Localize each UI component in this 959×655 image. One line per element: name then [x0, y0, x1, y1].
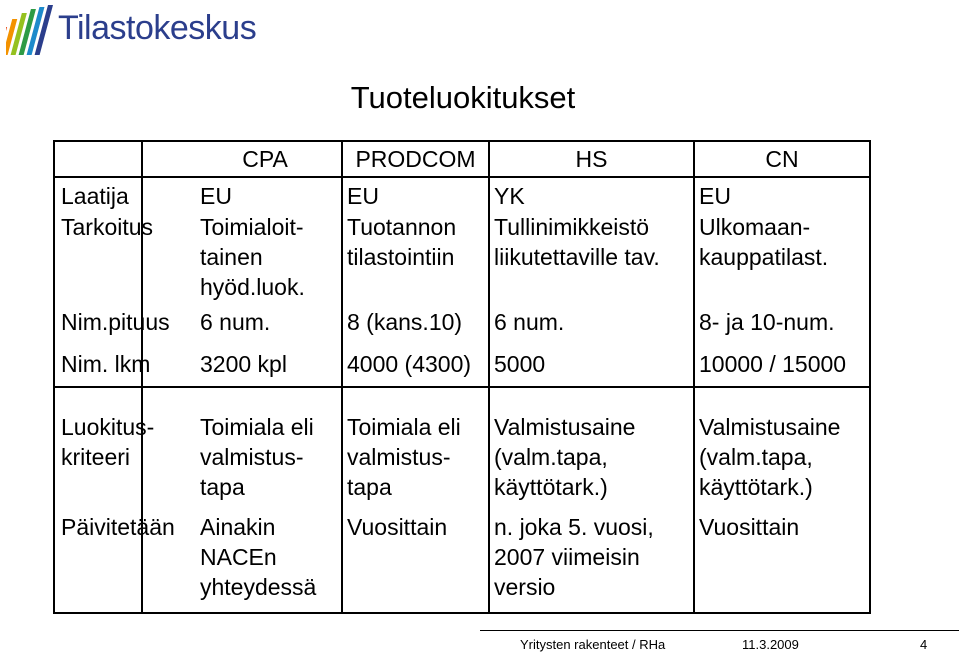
- table-cell: 8 (kans.10): [347, 309, 463, 335]
- table-cell: Toimialoit- tainen hyöd.luok.: [200, 214, 305, 300]
- tilastokeskus-logo-icon: [6, 5, 54, 57]
- table-cell: Vuosittain: [347, 514, 448, 540]
- column-header-cpa: CPA: [242, 146, 288, 172]
- table-cell: 5000: [494, 351, 546, 377]
- slide-footer: [480, 630, 959, 655]
- row-label-nim-lkm: Nim. lkm: [61, 351, 151, 377]
- table-cell: 4000 (4300): [347, 351, 472, 377]
- column-header-prodcom: PRODCOM: [355, 146, 476, 172]
- column-header-hs: HS: [575, 146, 608, 172]
- table-cell: 6 num.: [200, 309, 271, 335]
- logo-text: Tilastokeskus: [58, 9, 257, 47]
- column-header-cn: CN: [765, 146, 799, 172]
- header-divider: [55, 176, 869, 178]
- footer-presentation-title: Yritysten rakenteet / RHa: [520, 637, 666, 652]
- table-cell: Tullinimikkeistö liikutettaville tav.: [494, 214, 660, 270]
- table-cell: Ulkomaan- kauppatilast.: [699, 214, 829, 270]
- row-label-luokituskriteeri: Luokitus- kriteeri: [61, 414, 155, 470]
- table-cell: EU: [699, 183, 731, 209]
- row-divider: [55, 386, 869, 388]
- table-cell: EU: [200, 183, 232, 209]
- table-cell: Toimiala eli valmistus- tapa: [200, 414, 314, 500]
- table-cell: n. joka 5. vuosi, 2007 viimeisin versio: [494, 514, 654, 600]
- table-cell: Toimiala eli valmistus- tapa: [347, 414, 461, 500]
- classification-table: [53, 140, 871, 614]
- table-cell: Vuosittain: [699, 514, 800, 540]
- column-divider: [341, 142, 343, 612]
- footer-date: 11.3.2009: [742, 637, 799, 652]
- page-title: Tuoteluokitukset: [350, 80, 576, 115]
- row-label-paivitetaan: Päivitetään: [61, 514, 175, 540]
- table-cell: Valmistusaine (valm.tapa, käyttötark.): [494, 414, 636, 500]
- table-cell: 6 num.: [494, 309, 565, 335]
- table-cell: Ainakin NACEn yhteydessä: [200, 514, 317, 600]
- table-cell: YK: [494, 183, 525, 209]
- row-label-nim-pituus: Nim.pituus: [61, 309, 170, 335]
- logo: [6, 5, 256, 57]
- row-label-laatija: Laatija: [61, 183, 129, 209]
- column-divider: [693, 142, 695, 612]
- table-cell: EU: [347, 183, 379, 209]
- table-cell: Valmistusaine (valm.tapa, käyttötark.): [699, 414, 841, 500]
- table-cell: Tuotannon tilastointiin: [347, 214, 457, 270]
- table-cell: 3200 kpl: [200, 351, 287, 377]
- footer-page-number: 4: [920, 637, 928, 652]
- column-divider: [488, 142, 490, 612]
- row-label-tarkoitus: Tarkoitus: [61, 214, 154, 240]
- table-cell: 8- ja 10-num.: [699, 309, 835, 335]
- table-cell: 10000 / 15000: [699, 351, 847, 377]
